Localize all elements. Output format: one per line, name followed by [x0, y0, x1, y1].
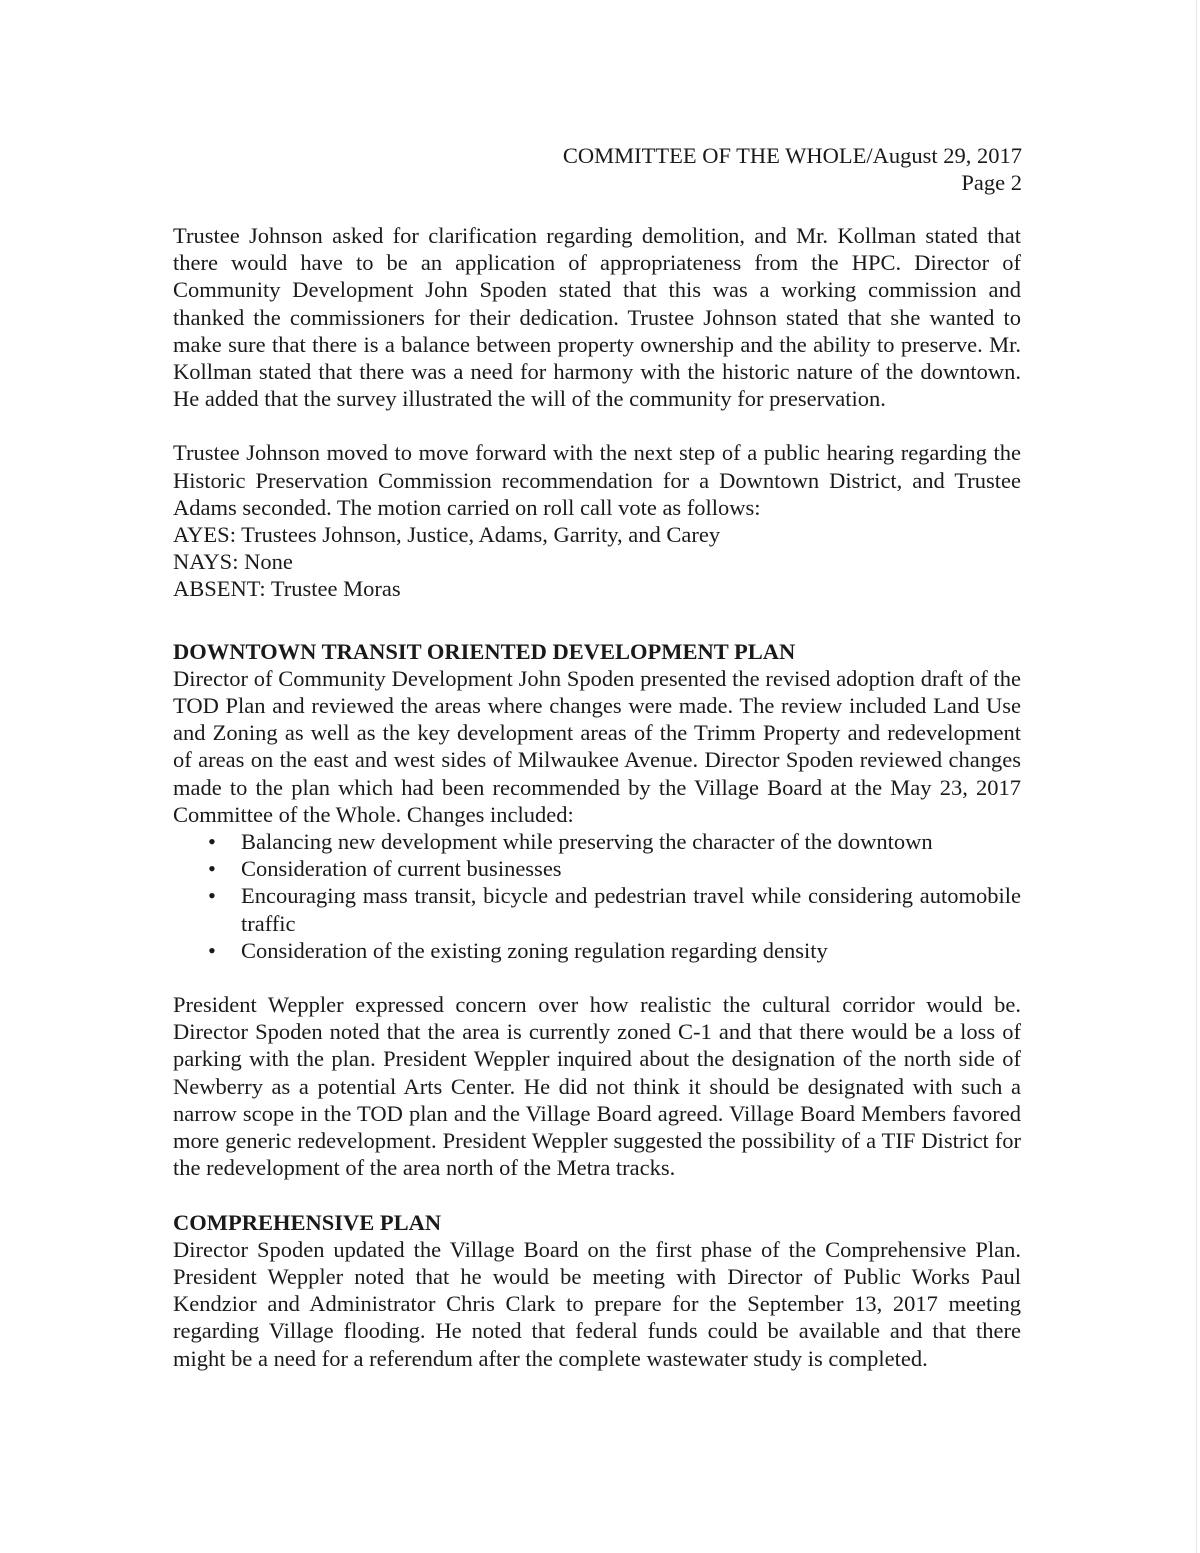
list-item-text: Consideration of the existing zoning regulation regarding density: [241, 937, 828, 963]
bullet-icon: •: [208, 856, 216, 882]
page-header: [563, 142, 1022, 196]
list-item-text: Balancing new development while preserving the character of the downtown: [241, 829, 933, 855]
vote-absent: ABSENT: Trustee Moras: [173, 576, 401, 602]
vote-ayes: AYES: Trustees Johnson, Justice, Adams, Garrity, and Carey: [173, 522, 721, 548]
list-item: [173, 828, 1021, 855]
bullet-icon: •: [208, 829, 216, 855]
tod-discussion-paragraph: President Weppler expressed concern over how realistic the cultural corridor would be. Director Spoden noted that the area is currently zoned C-1 and that there would be a loss of parking with the plan. President Weppler inquired about the designation of the north side of Newberry as a potential Arts Center. He did not think it should be designated with such a narrow scope in the TOD plan and the Village Board agreed. Village Board Members favored more generic redevelopment. President Weppler suggested the possibility of a TIF District for the redevelopment of the area north of the Metra tracks.: [173, 992, 1021, 1181]
list-item: [173, 855, 1021, 882]
spacer: [173, 603, 1021, 630]
list-item-text: Encouraging mass transit, bicycle and pedestrian travel while considering automobile traffic: [241, 883, 1021, 936]
paragraph-motion: Trustee Johnson moved to move forward with the next step of a public hearing regarding the Historic Preservation Commission recommendation for a Downtown District, and Trustee Adams seconded. The motion carried on roll call vote as follows:: [173, 440, 1021, 520]
page-edge: [1196, 0, 1197, 1553]
changes-list: [173, 828, 1021, 964]
spacer: [173, 412, 1021, 439]
comprehensive-plan-paragraph: Director Spoden updated the Village Board on the first phase of the Comprehensive Plan. President Weppler noted that he would be meeting with Director of Public Works Paul Kendzior and Administrator Chris Clark to prepare for the September 13, 2017 meeting regarding Village flooding. He noted that federal funds could be available and that there might be a need for a referendum after the complete wastewater study is completed.: [173, 1236, 1021, 1371]
section-tod-plan: [173, 638, 1021, 1182]
page-number: Page 2: [961, 170, 1022, 195]
paragraph-demolition: Trustee Johnson asked for clarification regarding demolition, and Mr. Kollman stated that there would have to be an application of appropriateness from the HPC. Director of Community Development John Spoden stated that this was a working commission and thanked the commissioners for their dedication. Trustee Johnson stated that she wanted to make sure that there is a balance between property ownership and the ability to preserve. Mr. Kollman stated that there was a need for harmony with the historic nature of the downtown. He added that the survey illustrated the will of the community for preservation.: [173, 223, 1021, 412]
vote-nays: NAYS: None: [173, 549, 293, 575]
spacer: [173, 1182, 1021, 1209]
list-item: [173, 882, 1021, 936]
list-item-text: Consideration of current businesses: [241, 856, 562, 882]
tod-intro-paragraph: Director of Community Development John Spoden presented the revised adoption draft of the TOD Plan and reviewed the areas where changes were made. The review included Land Use and Zoning as well as the key development areas of the Trimm Property and redevelopment of areas on the east and west sides of Milwaukee Avenue. Director Spoden reviewed changes made to the plan which had been recommended by the Village Board at the May 23, 2017 Committee of the Whole. Changes included:: [173, 665, 1021, 827]
list-item: [173, 937, 1021, 964]
spacer: [173, 630, 1021, 638]
bullet-icon: •: [208, 937, 216, 963]
document-body: [173, 222, 1021, 1372]
section-heading: DOWNTOWN TRANSIT ORIENTED DEVELOPMENT PLAN: [173, 638, 796, 664]
header-title: COMMITTEE OF THE WHOLE/August 29, 2017: [562, 143, 1022, 168]
section-heading: COMPREHENSIVE PLAN: [173, 1209, 442, 1235]
section-comprehensive-plan: [173, 1209, 1021, 1372]
spacer: [173, 964, 1021, 991]
bullet-icon: •: [208, 883, 216, 909]
